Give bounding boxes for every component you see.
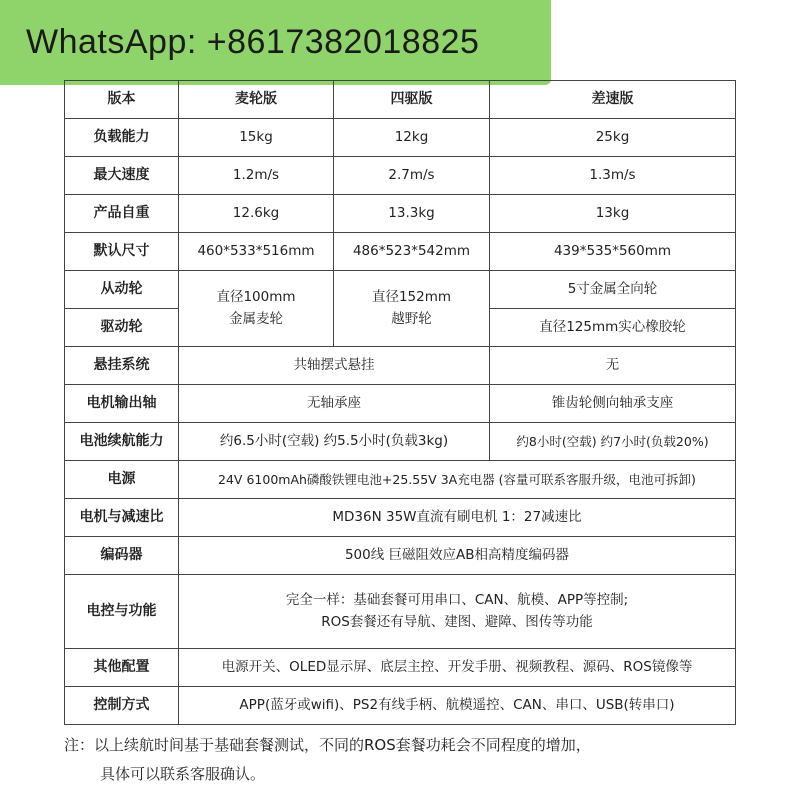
- table-cell: 无: [490, 347, 736, 385]
- row-label: 电机与减速比: [65, 499, 179, 537]
- row-label: 最大速度: [65, 157, 179, 195]
- table-row-control-mode: [65, 687, 736, 725]
- row-label: 电机输出轴: [65, 385, 179, 423]
- row-label: 编码器: [65, 537, 179, 575]
- footnote-line2: 具体可以联系客服确认。: [100, 765, 266, 783]
- table-cell: 共轴摆式悬挂: [179, 347, 490, 385]
- table-cell: APP(蓝牙或wifi)、PS2有线手柄、航模遥控、CAN、串口、USB(转串口): [179, 687, 736, 725]
- header-version: 版本: [65, 81, 179, 119]
- row-label: 驱动轮: [65, 309, 179, 347]
- table-cell: 2.7m/s: [334, 157, 490, 195]
- table-row-weight: [65, 195, 736, 233]
- table-header-row: [65, 81, 736, 119]
- cell-line: 直径100mm: [216, 288, 296, 305]
- table-cell: MD36N 35W直流有刷电机 1：27减速比: [179, 499, 736, 537]
- row-label: 产品自重: [65, 195, 179, 233]
- table-cell: 直径125mm实心橡胶轮: [490, 309, 736, 347]
- table-cell: 1.2m/s: [179, 157, 334, 195]
- table-cell: 12.6kg: [179, 195, 334, 233]
- footnote-line1: 注：以上续航时间基于基础套餐测试，不同的ROS套餐功耗会不同程度的增加，: [64, 736, 591, 754]
- table-row-size: [65, 233, 736, 271]
- footnote: [64, 731, 754, 789]
- row-label: 悬挂系统: [65, 347, 179, 385]
- header-4wd: 四驱版: [334, 81, 490, 119]
- row-label: 电源: [65, 461, 179, 499]
- cell-line: ROS套餐还有导航、建图、避障、图传等功能: [321, 613, 593, 630]
- row-label: 负载能力: [65, 119, 179, 157]
- table-row-driven-wheel: [65, 271, 736, 309]
- table-cell: 电源开关、OLED显示屏、底层主控、开发手册、视频教程、源码、ROS镜像等: [179, 649, 736, 687]
- header-mecanum: 麦轮版: [179, 81, 334, 119]
- row-label: 控制方式: [65, 687, 179, 725]
- table-cell-control: [179, 575, 736, 649]
- row-label: 默认尺寸: [65, 233, 179, 271]
- table-cell: 25kg: [490, 119, 736, 157]
- cell-line: 完全一样：基础套餐可用串口、CAN、航模、APP等控制;: [285, 591, 629, 608]
- table-cell: 439*535*560mm: [490, 233, 736, 271]
- table-cell: 锥齿轮侧向轴承支座: [490, 385, 736, 423]
- whatsapp-banner: [0, 0, 551, 85]
- table-row-motor: [65, 499, 736, 537]
- row-label: 电池续航能力: [65, 423, 179, 461]
- table-row-power: [65, 461, 736, 499]
- table-cell: 约8小时(空载) 约7小时(负载20%): [490, 423, 736, 461]
- cell-line: 直径152mm: [371, 288, 452, 305]
- table-row-battery-life: [65, 423, 736, 461]
- table-row-load: [65, 119, 736, 157]
- row-label: 电控与功能: [65, 575, 179, 649]
- table-cell: 24V 6100mAh磷酸铁锂电池+25.55V 3A充电器 (容量可联系客服升级，电池可拆卸): [179, 461, 736, 499]
- table-cell: 15kg: [179, 119, 334, 157]
- table-row-motor-shaft: [65, 385, 736, 423]
- spec-table: [64, 80, 736, 725]
- header-differential: 差速版: [490, 81, 736, 119]
- table-cell: 486*523*542mm: [334, 233, 490, 271]
- table-cell: 13.3kg: [334, 195, 490, 233]
- table-cell: 约6.5小时(空载) 约5.5小时(负载3kg): [179, 423, 490, 461]
- table-cell: 5寸金属全向轮: [490, 271, 736, 309]
- table-cell: 500线 巨磁阻效应AB相高精度编码器: [179, 537, 736, 575]
- table-cell: 1.3m/s: [490, 157, 736, 195]
- table-row-speed: [65, 157, 736, 195]
- whatsapp-contact-text: WhatsApp: +8617382018825: [26, 23, 480, 61]
- table-cell: 无轴承座: [179, 385, 490, 423]
- table-row-other: [65, 649, 736, 687]
- cell-line: 越野轮: [391, 310, 432, 327]
- row-label: 其他配置: [65, 649, 179, 687]
- table-row-control: [65, 575, 736, 649]
- table-row-suspension: [65, 347, 736, 385]
- table-cell: 460*533*516mm: [179, 233, 334, 271]
- table-row-encoder: [65, 537, 736, 575]
- table-cell: 12kg: [334, 119, 490, 157]
- row-label: 从动轮: [65, 271, 179, 309]
- table-cell-4wd-wheel: [334, 271, 490, 347]
- cell-line: 金属麦轮: [229, 310, 283, 327]
- table-cell: 13kg: [490, 195, 736, 233]
- table-cell-mecanum-wheel: [179, 271, 334, 347]
